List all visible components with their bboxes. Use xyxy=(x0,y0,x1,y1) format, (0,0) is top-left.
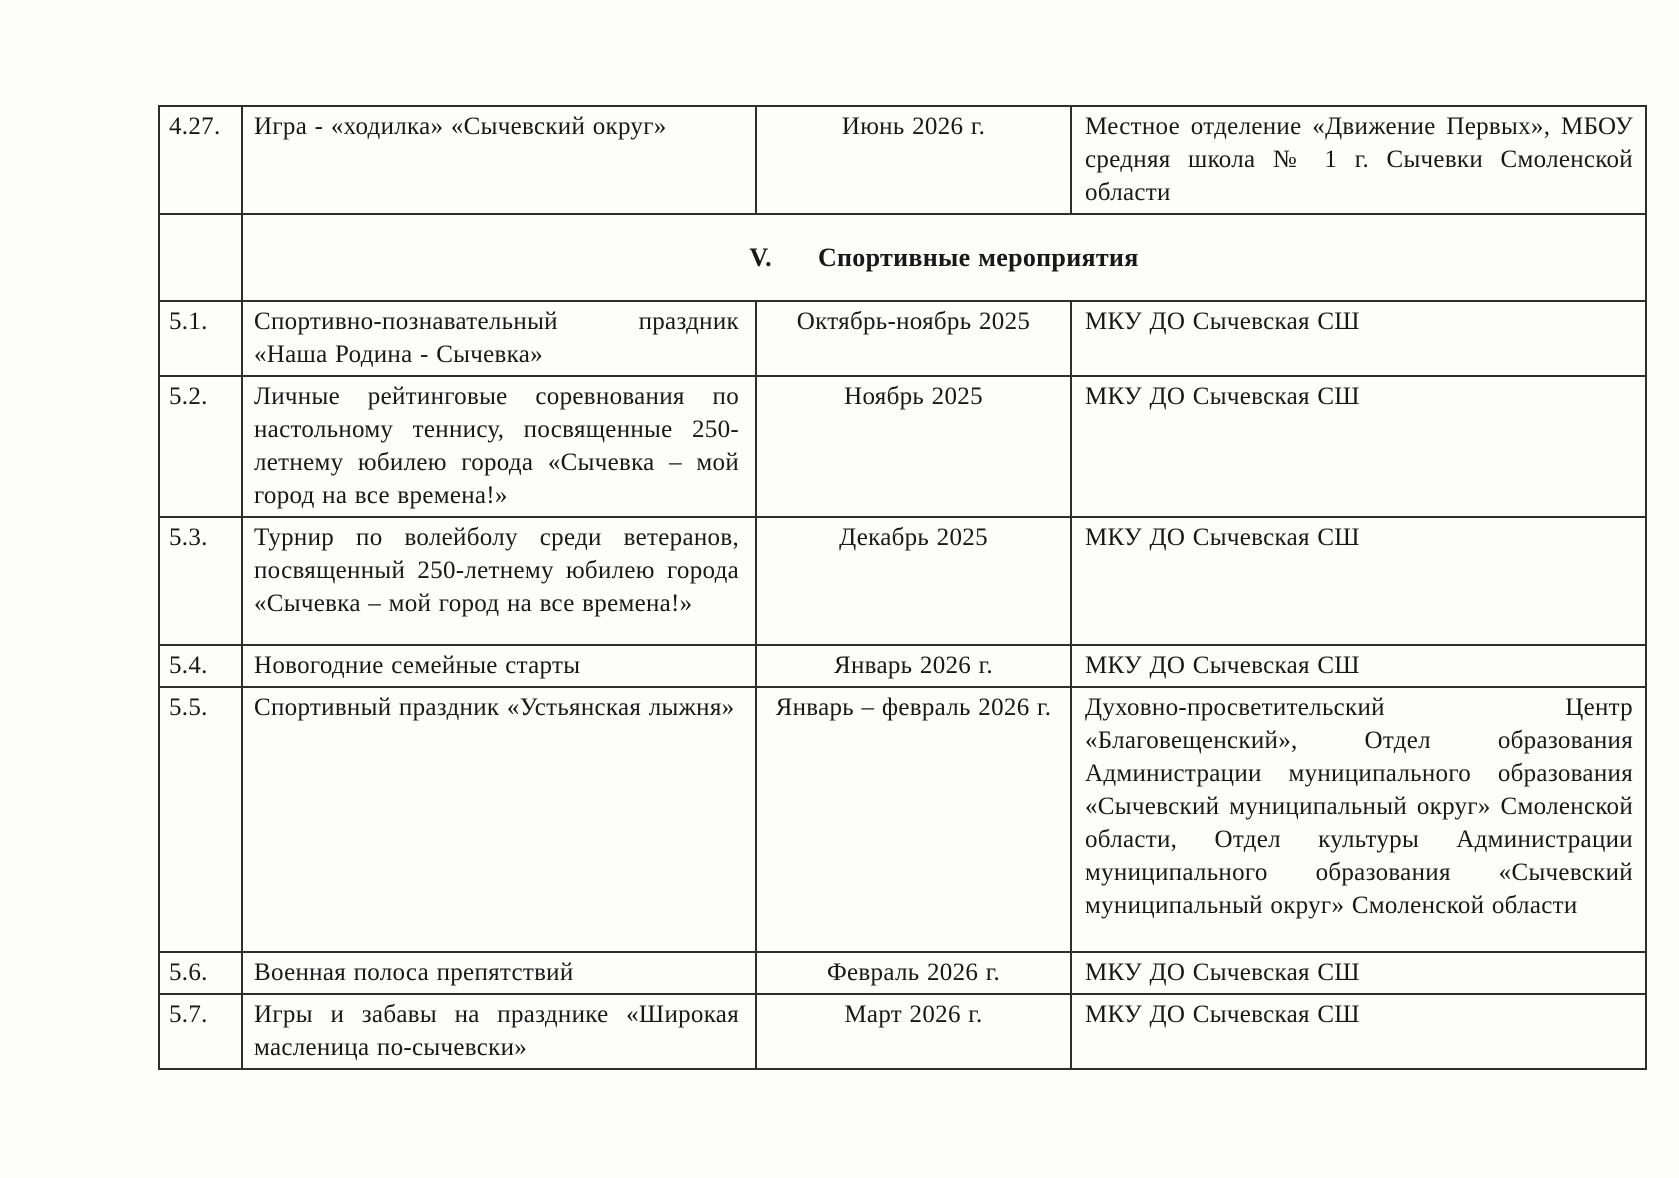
section-numeral: V. xyxy=(749,243,772,272)
date-cell: Январь – февраль 2026 г. xyxy=(756,687,1071,952)
organizer-cell: МКУ ДО Сычевская СШ xyxy=(1071,994,1646,1069)
event-name-cell: Турнир по волейболу среди ветеранов, посвященный 250-летнему юбилею города «Сычевка – мой город на все времена!» xyxy=(242,517,756,645)
row-number-cell: 5.3. xyxy=(159,517,242,645)
organizer-cell: Местное отделение «Движение Первых», МБОУ средняя школа № 1 г. Сычевки Смоленской области xyxy=(1071,106,1646,214)
row-number-cell: 5.6. xyxy=(159,952,242,994)
date-cell: Июнь 2026 г. xyxy=(756,106,1071,214)
row-number-cell: 4.27. xyxy=(159,106,242,214)
table-row xyxy=(159,106,1646,214)
section-empty-number-cell xyxy=(159,214,242,301)
event-name-cell: Игра - «ходилка» «Сычевский округ» xyxy=(242,106,756,214)
table-row xyxy=(159,301,1646,376)
table-row xyxy=(159,952,1646,994)
date-cell: Март 2026 г. xyxy=(756,994,1071,1069)
event-name-cell: Новогодние семейные старты xyxy=(242,645,756,687)
event-name-cell: Спортивный праздник «Устьянская лыжня» xyxy=(242,687,756,952)
section-header-cell xyxy=(242,214,1646,301)
row-number-cell: 5.2. xyxy=(159,376,242,517)
event-name-cell: Военная полоса препятствий xyxy=(242,952,756,994)
organizer-cell: МКУ ДО Сычевская СШ xyxy=(1071,645,1646,687)
date-cell: Ноябрь 2025 xyxy=(756,376,1071,517)
date-cell: Декабрь 2025 xyxy=(756,517,1071,645)
table-row xyxy=(159,376,1646,517)
row-number-cell: 5.1. xyxy=(159,301,242,376)
events-schedule-table xyxy=(158,105,1647,1070)
date-cell: Октябрь-ноябрь 2025 xyxy=(756,301,1071,376)
table-row xyxy=(159,645,1646,687)
table-row xyxy=(159,517,1646,645)
row-number-cell: 5.5. xyxy=(159,687,242,952)
section-header-row xyxy=(159,214,1646,301)
organizer-cell: Духовно-просветительский Центр «Благовещенский», Отдел образования Администрации муниципального образования «Сычевский муниципальный округ» Смоленской области, Отдел культуры Администрации муниципального образования «Сычевский муниципальный округ» Смоленской области xyxy=(1071,687,1646,952)
date-cell: Февраль 2026 г. xyxy=(756,952,1071,994)
row-number-cell: 5.4. xyxy=(159,645,242,687)
event-name-cell: Личные рейтинговые соревнования по настольному теннису, посвященные 250-летнему юбилею города «Сычевка – мой город на все времена!» xyxy=(242,376,756,517)
event-name-cell: Спортивно-познавательный праздник «Наша Родина - Сычевка» xyxy=(242,301,756,376)
organizer-cell: МКУ ДО Сычевская СШ xyxy=(1071,301,1646,376)
table-row xyxy=(159,994,1646,1069)
organizer-cell: МКУ ДО Сычевская СШ xyxy=(1071,517,1646,645)
row-number-cell: 5.7. xyxy=(159,994,242,1069)
section-title: Спортивные мероприятия xyxy=(817,243,1139,272)
event-name-cell: Игры и забавы на празднике «Широкая масленица по-сычевски» xyxy=(242,994,756,1069)
organizer-cell: МКУ ДО Сычевская СШ xyxy=(1071,376,1646,517)
table-row xyxy=(159,687,1646,952)
organizer-cell: МКУ ДО Сычевская СШ xyxy=(1071,952,1646,994)
date-cell: Январь 2026 г. xyxy=(756,645,1071,687)
